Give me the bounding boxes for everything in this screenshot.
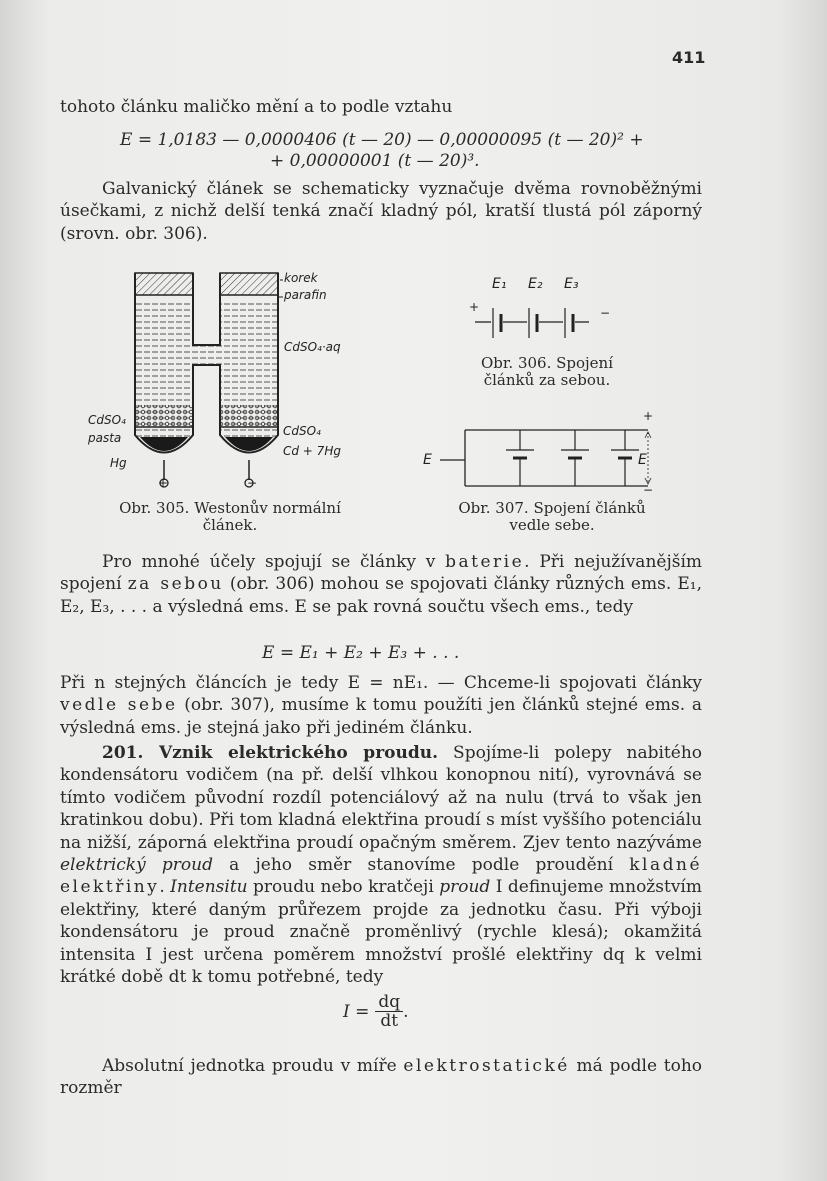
paragraph-final	[60, 1055, 702, 1100]
term-vedle-sebe: vedle sebe	[60, 695, 178, 716]
section-text-3: .	[159, 877, 171, 898]
paragraph-schematic: Galvanický článek se schematicky vyznačuje dvěma rovnoběžnými úsečkami, z nichž delší tenká značí kladný pól, kratší tlustá pól záporný (srovn. obr. 306).	[60, 179, 702, 244]
weston-equation-line1: E = 1,0183 — 0,0000406 (t — 20) — 0,00000095 (t — 20)² +	[120, 130, 644, 150]
current-equation-fraction	[375, 993, 403, 1030]
fig305-label-korek: korek	[284, 271, 318, 285]
sum-equation: E = E₁ + E₂ + E₃ + . . .	[262, 643, 460, 663]
current-equation-lhs: I =	[343, 1001, 370, 1022]
fig305-caption-line2: článek.	[202, 516, 258, 534]
current-equation-end: .	[403, 1001, 409, 1022]
fig305-label-cdso4aq: CdSO₄·aq	[284, 340, 341, 354]
fig305-label-hg: Hg	[110, 456, 127, 470]
fig305-label-cdso4-left: CdSO₄	[88, 413, 126, 427]
fig305-label-cd7hg: Cd + 7Hg	[283, 444, 341, 458]
paragraph-stejnych	[60, 672, 702, 739]
baterie-text-2: . Při nejužívanějším spojení	[60, 552, 703, 595]
fig305-label-cdso4-right: CdSO₄	[283, 424, 321, 438]
fig305-minus: −	[247, 476, 258, 490]
term-baterie: baterie	[445, 552, 525, 572]
fraction-denominator: dt	[380, 1011, 399, 1031]
current-equation	[343, 993, 409, 1030]
fig305-caption	[90, 500, 370, 534]
fig305-label-parafin: parafin	[284, 288, 327, 302]
fig306-label-e2: E₂	[528, 276, 543, 292]
fig307-left-label: E	[423, 452, 432, 468]
term-elektricky-proud: elektrický proud	[60, 855, 213, 876]
section-201	[60, 742, 702, 988]
paragraph-baterie	[60, 551, 702, 618]
section-text-4: proudu nebo kratčeji	[247, 877, 440, 898]
baterie-text-3: (obr. 306) mohou se spojovati články různých ems. E₁, E₂, E₃, . . . a výsledná ems. E se pak rovná součtu všech ems., tedy	[60, 574, 702, 617]
section-text-5: I definujeme množstvím elektřiny, které daným průřezem projde za jednotku času. Při výboji kondensátoru je proud značně proměnlivý (rychle klesá); okamžitá intensita I jest určena poměrem množství prošlé elektřiny dq k velmi krátké době dt k tomu potřebné, tedy	[60, 877, 702, 988]
fig307-right-label: E	[638, 452, 647, 468]
fig307-caption	[432, 500, 672, 534]
fig305-caption-line1: Obr. 305. Westonův normální	[119, 499, 341, 517]
term-proud: proud	[439, 877, 491, 898]
term-kladne-elektriny: kladné elektřiny	[60, 855, 702, 898]
stejnych-text-2: (obr. 307), musíme k tomu použíti jen článků stejné ems. a výsledná ems. je stejná jako při jediném článku.	[60, 695, 702, 738]
fig306-caption	[462, 355, 632, 389]
fig306-plus: +	[469, 300, 480, 314]
intro-line: tohoto článku maličko mění a to podle vztahu	[60, 97, 453, 117]
fig307-caption-line2: vedle sebe.	[509, 516, 595, 534]
fraction-numerator: dq	[375, 993, 403, 1012]
fig307-plus: +	[643, 409, 654, 423]
baterie-text-1: Pro mnohé účely spojují se články v	[102, 552, 446, 572]
fig307-minus: −	[643, 483, 654, 497]
figure-307-parallel-connection	[420, 418, 660, 498]
fig305-plus: +	[158, 476, 169, 490]
term-za-sebou: za sebou	[127, 574, 224, 595]
page-number: 411	[672, 48, 706, 67]
term-elektrostaticke: elektrostatické	[403, 1056, 570, 1076]
fig305-label-pasta: pasta	[88, 431, 122, 445]
fig307-caption-line1: Obr. 307. Spojení článků	[458, 499, 646, 517]
final-text-1: Absolutní jednotka proudu v míře	[102, 1056, 404, 1076]
section-text-1: Spojíme-li polepy nabitého kondensátoru vodičem (na př. delší vlhkou konopnou nití), vyrovnává se tímto vodičem původní rozdíl potenciálový až na nulu (trvá to však jen kratinkou dobu). Při tom kladná elektřina proudí s míst vyššího potenciálu na nižší, záporná elektřina proudí opačným směrem. Zjev tento nazýváme	[60, 743, 702, 853]
fig306-caption-line1: Obr. 306. Spojení	[480, 354, 614, 372]
section-heading: 201. Vznik elektrického proudu.	[102, 743, 439, 763]
stejnych-text-1: Při n stejných článcích je tedy E = nE₁. — Chceme-li spojovati články	[60, 673, 702, 693]
weston-equation-line2: + 0,00000001 (t — 20)³.	[270, 151, 480, 171]
fig306-minus: −	[600, 306, 611, 320]
fig306-label-e3: E₃	[564, 276, 579, 292]
fig306-label-e1: E₁	[492, 276, 507, 292]
term-intensitu: Intensitu	[170, 877, 248, 898]
fig306-caption-line2: článků za sebou.	[483, 371, 611, 389]
section-text-2: a jeho směr stanovíme podle proudění	[212, 855, 630, 876]
final-text-2: má podle toho rozměr	[60, 1056, 702, 1099]
